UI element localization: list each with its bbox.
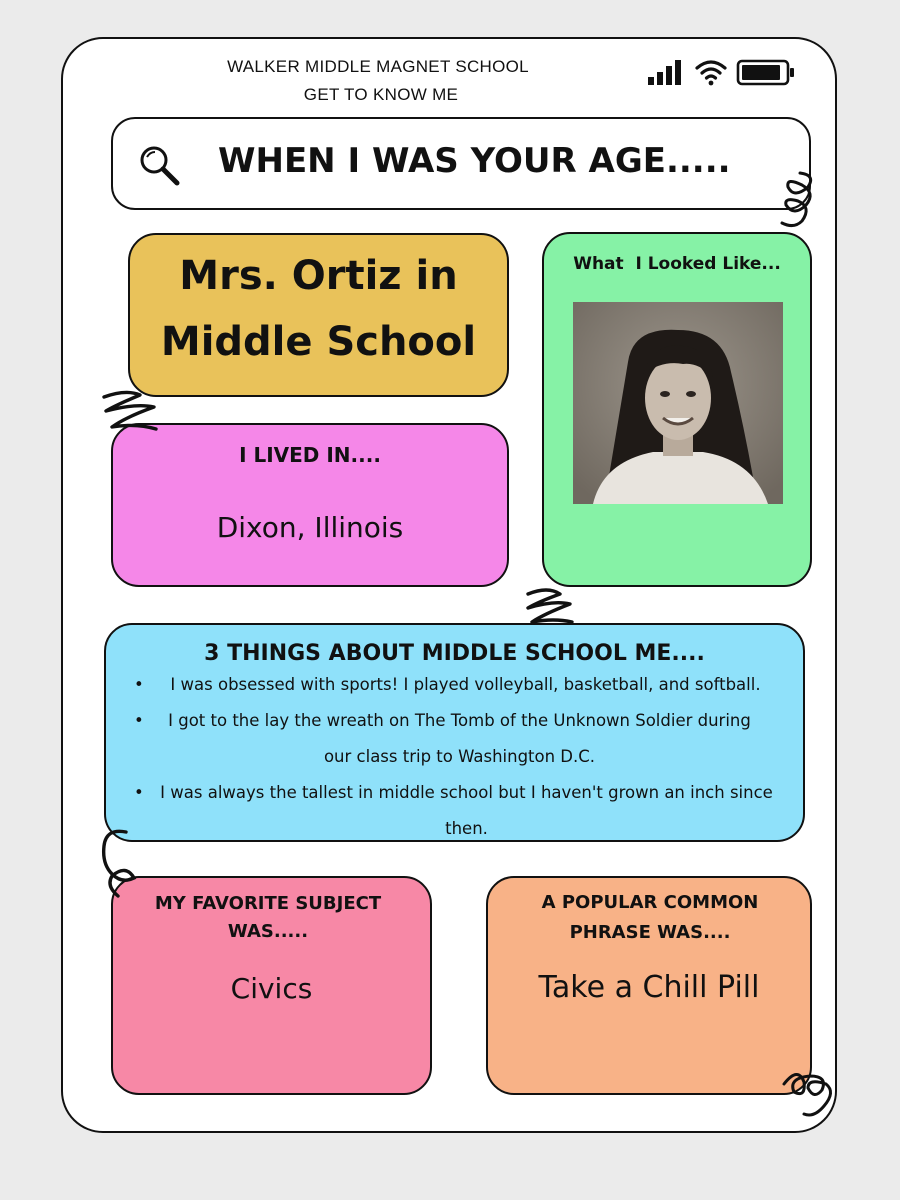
subject-heading: MY FAVORITE SUBJECT WAS..... bbox=[154, 893, 382, 942]
phrase-value: Take a Chill Pill bbox=[538, 970, 760, 1005]
phrase-heading: A POPULAR COMMON PHRASE WAS.... bbox=[541, 892, 759, 943]
wifi-icon bbox=[694, 58, 728, 86]
list-item: • I got to the lay the wreath on The Tomb of the Unknown Soldier during our class trip to Washington D.C. bbox=[106, 703, 803, 775]
search-title: WHEN I WAS YOUR AGE..... bbox=[218, 141, 731, 181]
lived-value: Dixon, Illinois bbox=[216, 511, 404, 544]
student-photo bbox=[573, 302, 783, 504]
school-name-text: WALKER MIDDLE MAGNET SCHOOL bbox=[227, 57, 529, 76]
photo-heading: What I Looked Like... bbox=[573, 254, 781, 274]
battery-icon bbox=[736, 59, 796, 87]
header-subtitle-text: GET TO KNOW ME bbox=[303, 85, 459, 104]
phrase-card bbox=[486, 876, 812, 1095]
subject-card bbox=[111, 876, 432, 1095]
name-line-1: Mrs. Ortiz in bbox=[179, 253, 458, 299]
name-card bbox=[128, 233, 509, 397]
name-line-2: Middle School bbox=[160, 319, 477, 365]
search-icon bbox=[137, 143, 183, 189]
things-card bbox=[104, 623, 805, 842]
things-list bbox=[106, 667, 803, 847]
squiggle-decoration bbox=[520, 584, 580, 630]
things-heading: 3 THINGS ABOUT MIDDLE SCHOOL ME.... bbox=[204, 641, 705, 666]
squiggle-decoration bbox=[96, 385, 166, 440]
squiggle-decoration bbox=[778, 1058, 838, 1128]
signal-icon bbox=[648, 58, 686, 86]
squiggle-decoration bbox=[92, 826, 142, 902]
photo-card bbox=[542, 232, 812, 587]
subject-value: Civics bbox=[230, 972, 313, 1005]
list-item: • I was obsessed with sports! I played volleyball, basketball, and softball. bbox=[106, 667, 803, 703]
lived-heading: I LIVED IN.... bbox=[239, 443, 381, 467]
lived-card bbox=[111, 423, 509, 587]
squiggle-decoration bbox=[772, 165, 822, 235]
search-bar[interactable] bbox=[111, 117, 811, 210]
list-item: • I was always the tallest in middle school but I haven't grown an inch since then. bbox=[106, 775, 803, 847]
